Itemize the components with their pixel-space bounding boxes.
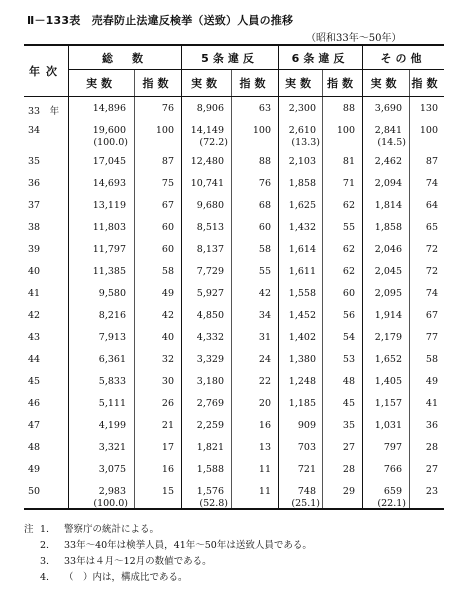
total-count-cell: 11,803 — [92, 222, 126, 233]
total-count-cell: 3,321 — [98, 442, 126, 453]
total-count-cell: 5,111 — [98, 398, 126, 409]
sub-header-row — [24, 69, 444, 97]
year-cell: 42 — [28, 310, 41, 321]
total-count-cell: 5,833 — [98, 376, 126, 387]
art6-count-cell: 721 — [297, 464, 316, 475]
art5-count-cell: 8,513 — [196, 222, 224, 233]
total-index-cell: 76 — [161, 103, 174, 114]
sub-header-count: 実数 — [191, 77, 221, 90]
divider — [231, 69, 232, 508]
art5-count-cell: 9,680 — [196, 200, 224, 211]
art6-index-cell: 62 — [342, 200, 355, 211]
art5-index-cell: 76 — [258, 178, 271, 189]
other-count-cell: 766 — [383, 464, 402, 475]
year-cell: 48 — [28, 442, 41, 453]
group-header-other: その他 — [380, 51, 426, 65]
year-cell: 36 — [28, 178, 41, 189]
art6-index-cell: 60 — [342, 288, 355, 299]
notes-label: 注 — [24, 524, 34, 535]
art5-index-cell: 68 — [258, 200, 271, 211]
group-header-row — [24, 46, 444, 69]
divider — [278, 46, 279, 508]
other-index-cell: 130 — [419, 103, 438, 114]
art6-index-cell: 48 — [342, 376, 355, 387]
other-index-cell: 41 — [425, 398, 438, 409]
divider — [322, 69, 323, 508]
art5-index-cell: 100 — [252, 125, 271, 136]
other-index-cell: 87 — [425, 156, 438, 167]
group-header-total: 総 数 — [102, 51, 147, 65]
total-index-cell: 40 — [161, 332, 174, 343]
total-index-cell: 49 — [161, 288, 174, 299]
total-count-cell: 19,600 — [92, 125, 126, 136]
total-index-cell: 21 — [161, 420, 174, 431]
other-index-cell: 74 — [425, 288, 438, 299]
other-index-cell: 100 — [419, 125, 438, 136]
other-count-cell: 1,157 — [374, 398, 402, 409]
art5-index-cell: 88 — [258, 156, 271, 167]
art6-index-cell: 62 — [342, 266, 355, 277]
sub-header-index: 指数 — [411, 77, 442, 90]
divider — [409, 69, 410, 508]
total-index-cell: 87 — [161, 156, 174, 167]
art5-count-cell: 10,741 — [190, 178, 224, 189]
art5-count-cell: 1,821 — [196, 442, 224, 453]
other-count-cell: 2,045 — [374, 266, 402, 277]
other-count-cell: 2,179 — [374, 332, 402, 343]
total-count-cell: 11,797 — [92, 244, 126, 255]
note-text: （ ）内は，構成比である。 — [64, 572, 188, 583]
art5-ratio-cell: (72.2) — [199, 137, 228, 148]
other-count-cell: 2,841 — [374, 125, 402, 136]
art5-index-cell: 55 — [258, 266, 271, 277]
sub-header-count: 実数 — [285, 77, 315, 90]
art5-count-cell: 12,480 — [190, 156, 224, 167]
art5-index-cell: 22 — [258, 376, 271, 387]
year-cell: 34 — [28, 125, 41, 136]
art5-count-cell: 7,729 — [196, 266, 224, 277]
year-cell: 37 — [28, 200, 41, 211]
sub-header-index: 指数 — [239, 77, 270, 90]
art6-count-cell: 1,614 — [288, 244, 316, 255]
art6-count-cell: 2,610 — [288, 125, 316, 136]
year-cell: 46 — [28, 398, 41, 409]
divider — [362, 46, 363, 508]
other-index-cell: 74 — [425, 178, 438, 189]
art5-index-cell: 31 — [258, 332, 271, 343]
other-ratio-cell: (14.5) — [377, 137, 406, 148]
art5-ratio-cell: (52.8) — [199, 498, 228, 509]
total-index-cell: 30 — [161, 376, 174, 387]
year-cell: 33 年 — [28, 106, 60, 117]
art5-index-cell: 13 — [258, 442, 271, 453]
total-count-cell: 14,896 — [92, 103, 126, 114]
art5-index-cell: 11 — [258, 464, 271, 475]
total-index-cell: 26 — [161, 398, 174, 409]
art6-index-cell: 54 — [342, 332, 355, 343]
art6-index-cell: 27 — [342, 442, 355, 453]
total-count-cell: 2,983 — [98, 486, 126, 497]
data-table — [24, 44, 444, 510]
total-index-cell: 17 — [161, 442, 174, 453]
art6-count-cell: 1,625 — [288, 200, 316, 211]
total-index-cell: 42 — [161, 310, 174, 321]
other-index-cell: 36 — [425, 420, 438, 431]
art5-count-cell: 1,588 — [196, 464, 224, 475]
other-index-cell: 65 — [425, 222, 438, 233]
art5-count-cell: 3,329 — [196, 354, 224, 365]
note-number: 3. — [40, 556, 50, 567]
other-count-cell: 2,462 — [374, 156, 402, 167]
art6-count-cell: 2,103 — [288, 156, 316, 167]
art6-index-cell: 29 — [342, 486, 355, 497]
other-count-cell: 1,914 — [374, 310, 402, 321]
art6-count-cell: 748 — [297, 486, 316, 497]
art5-index-cell: 34 — [258, 310, 271, 321]
art6-index-cell: 81 — [342, 156, 355, 167]
total-count-cell: 4,199 — [98, 420, 126, 431]
total-count-cell: 7,913 — [98, 332, 126, 343]
art5-index-cell: 42 — [258, 288, 271, 299]
other-index-cell: 72 — [425, 266, 438, 277]
divider — [68, 46, 69, 508]
other-count-cell: 2,095 — [374, 288, 402, 299]
art5-count-cell: 3,180 — [196, 376, 224, 387]
total-ratio-cell: (100.0) — [93, 137, 128, 148]
sub-header-index: 指数 — [142, 77, 173, 90]
art6-index-cell: 56 — [342, 310, 355, 321]
art6-count-cell: 1,432 — [288, 222, 316, 233]
total-index-cell: 100 — [155, 125, 174, 136]
art5-count-cell: 14,149 — [190, 125, 224, 136]
art6-index-cell: 35 — [342, 420, 355, 431]
art6-index-cell: 88 — [342, 103, 355, 114]
other-count-cell: 1,858 — [374, 222, 402, 233]
art6-index-cell: 55 — [342, 222, 355, 233]
art6-index-cell: 100 — [336, 125, 355, 136]
group-header-art5: 5条違反 — [201, 51, 258, 65]
total-count-cell: 3,075 — [98, 464, 126, 475]
art6-count-cell: 1,402 — [288, 332, 316, 343]
art6-count-cell: 703 — [297, 442, 316, 453]
art5-count-cell: 2,259 — [196, 420, 224, 431]
other-index-cell: 77 — [425, 332, 438, 343]
total-count-cell: 9,580 — [98, 288, 126, 299]
total-index-cell: 32 — [161, 354, 174, 365]
total-count-cell: 8,216 — [98, 310, 126, 321]
art5-index-cell: 16 — [258, 420, 271, 431]
art5-index-cell: 60 — [258, 222, 271, 233]
art5-count-cell: 1,576 — [196, 486, 224, 497]
year-cell: 45 — [28, 376, 41, 387]
year-cell: 43 — [28, 332, 41, 343]
art5-index-cell: 24 — [258, 354, 271, 365]
note-number: 4. — [40, 572, 50, 583]
sub-header-index: 指数 — [327, 77, 357, 90]
other-index-cell: 28 — [425, 442, 438, 453]
art6-ratio-cell: (25.1) — [291, 498, 320, 509]
year-cell: 41 — [28, 288, 41, 299]
art6-count-cell: 2,300 — [288, 103, 316, 114]
art5-index-cell: 20 — [258, 398, 271, 409]
art6-index-cell: 45 — [342, 398, 355, 409]
sub-header-count: 実数 — [370, 77, 401, 90]
year-column-header: 年次 — [24, 46, 69, 95]
total-count-cell: 14,693 — [92, 178, 126, 189]
total-count-cell: 13,119 — [92, 200, 126, 211]
art6-count-cell: 1,858 — [288, 178, 316, 189]
note-number: 1. — [40, 524, 50, 535]
other-index-cell: 23 — [425, 486, 438, 497]
other-index-cell: 64 — [425, 200, 438, 211]
art5-count-cell: 8,137 — [196, 244, 224, 255]
art6-count-cell: 1,611 — [288, 266, 316, 277]
year-cell: 40 — [28, 266, 41, 277]
art5-index-cell: 58 — [258, 244, 271, 255]
art6-count-cell: 1,248 — [288, 376, 316, 387]
other-count-cell: 1,814 — [374, 200, 402, 211]
art6-count-cell: 1,380 — [288, 354, 316, 365]
art6-index-cell: 28 — [342, 464, 355, 475]
year-cell: 49 — [28, 464, 41, 475]
other-ratio-cell: (22.1) — [377, 498, 406, 509]
total-count-cell: 6,361 — [98, 354, 126, 365]
art5-count-cell: 5,927 — [196, 288, 224, 299]
other-count-cell: 2,046 — [374, 244, 402, 255]
other-index-cell: 49 — [425, 376, 438, 387]
art6-count-cell: 1,558 — [288, 288, 316, 299]
art6-count-cell: 1,185 — [288, 398, 316, 409]
total-index-cell: 16 — [161, 464, 174, 475]
total-index-cell: 67 — [161, 200, 174, 211]
total-count-cell: 11,385 — [92, 266, 126, 277]
other-index-cell: 58 — [425, 354, 438, 365]
total-index-cell: 58 — [161, 266, 174, 277]
table-subtitle: （昭和33年～50年） — [306, 33, 402, 44]
total-index-cell: 75 — [161, 178, 174, 189]
total-index-cell: 60 — [161, 222, 174, 233]
sub-header-count: 実数 — [86, 77, 116, 90]
year-cell: 44 — [28, 354, 41, 365]
year-cell: 38 — [28, 222, 41, 233]
art6-index-cell: 53 — [342, 354, 355, 365]
total-index-cell: 60 — [161, 244, 174, 255]
art5-count-cell: 2,769 — [196, 398, 224, 409]
art6-count-cell: 909 — [297, 420, 316, 431]
divider — [134, 69, 135, 508]
other-count-cell: 2,094 — [374, 178, 402, 189]
note-text: 警察庁の統計による。 — [64, 524, 160, 535]
art6-index-cell: 62 — [342, 244, 355, 255]
year-cell: 39 — [28, 244, 41, 255]
year-cell: 50 — [28, 486, 41, 497]
total-index-cell: 15 — [161, 486, 174, 497]
other-index-cell: 67 — [425, 310, 438, 321]
art6-index-cell: 71 — [342, 178, 355, 189]
art6-ratio-cell: (13.3) — [291, 137, 320, 148]
year-cell: 47 — [28, 420, 41, 431]
other-index-cell: 27 — [425, 464, 438, 475]
note-number: 2. — [40, 540, 50, 551]
art5-count-cell: 4,850 — [196, 310, 224, 321]
other-count-cell: 797 — [383, 442, 402, 453]
note-text: 33年は４月～12月の数値である。 — [64, 556, 212, 567]
note-text: 33年～40年は検挙人員，41年～50年は送致人員である。 — [64, 540, 312, 551]
other-count-cell: 1,405 — [374, 376, 402, 387]
total-ratio-cell: (100.0) — [93, 498, 128, 509]
table-title: Ⅱ－133表 売春防止法違反検挙（送致）人員の推移 — [27, 14, 294, 27]
other-count-cell: 3,690 — [374, 103, 402, 114]
divider — [181, 46, 182, 508]
art5-index-cell: 63 — [258, 103, 271, 114]
other-index-cell: 72 — [425, 244, 438, 255]
other-count-cell: 1,652 — [374, 354, 402, 365]
art5-count-cell: 8,906 — [196, 103, 224, 114]
other-count-cell: 1,031 — [374, 420, 402, 431]
total-count-cell: 17,045 — [92, 156, 126, 167]
art5-index-cell: 11 — [258, 486, 271, 497]
art6-count-cell: 1,452 — [288, 310, 316, 321]
group-header-art6: 6条違反 — [291, 51, 349, 65]
art5-count-cell: 4,332 — [196, 332, 224, 343]
year-cell: 35 — [28, 156, 41, 167]
other-count-cell: 659 — [383, 486, 402, 497]
